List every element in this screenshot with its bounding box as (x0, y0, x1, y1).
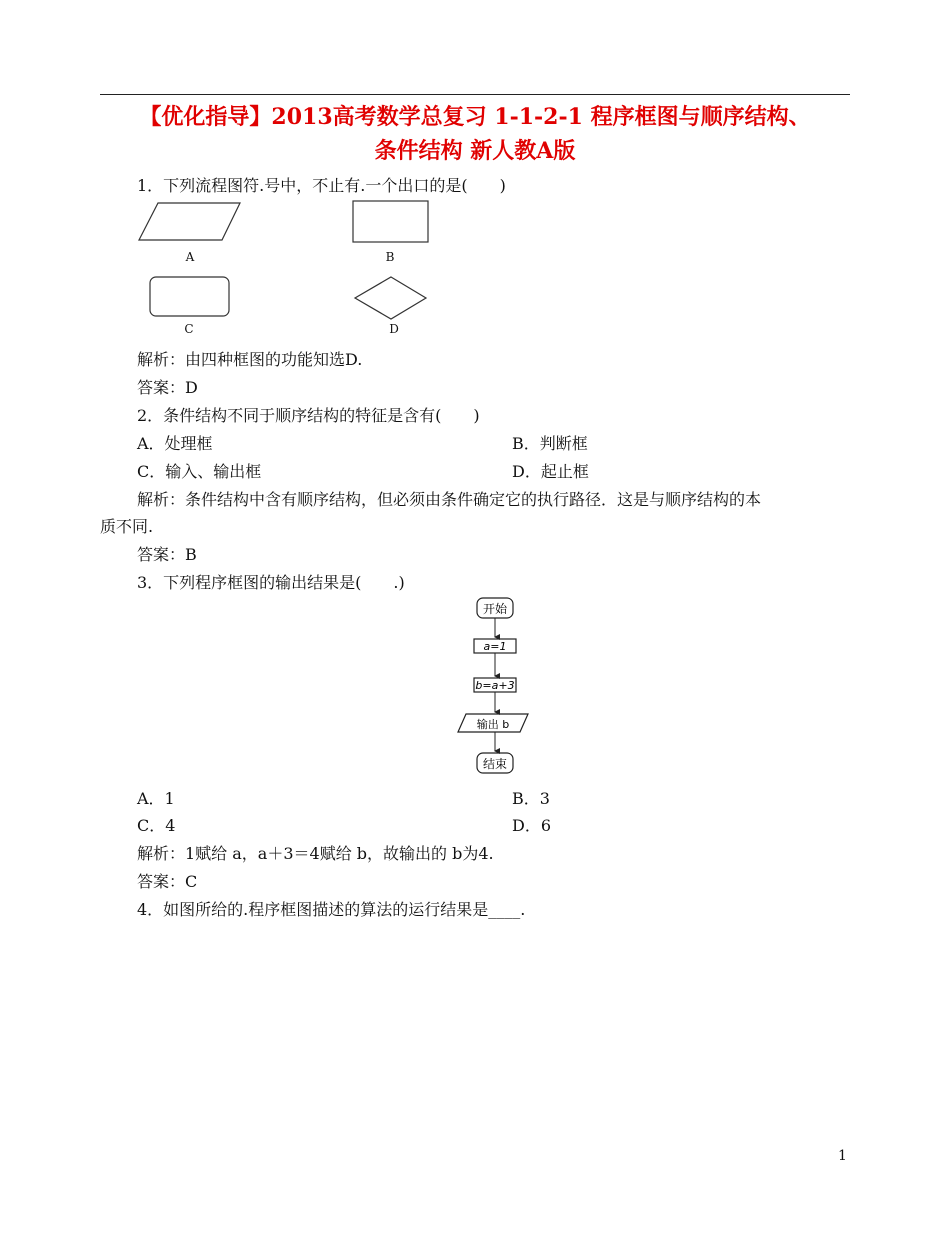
flow-assign-b-label: b=a+3 (475, 679, 515, 692)
q3-option-c: C．4 (137, 816, 176, 835)
q2-answer: 答案：B (137, 545, 197, 564)
rectangle-shape (350, 198, 432, 246)
doc-title-line1: 【优化指导】2013高考数学总复习 1-1-2-1 程序框图与顺序结构、 (139, 104, 811, 130)
parallelogram-shape (136, 198, 246, 246)
diamond-shape (352, 274, 430, 322)
q2-analysis-line1: 解析：条件结构中含有顺序结构，但必须由条件确定它的执行路径．这是与顺序结构的本 (137, 490, 762, 509)
q4-stem: 4．如图所给的.程序框图描述的算法的运行结果是____. (137, 900, 526, 919)
q1-stem: 1．下列流程图符.号中，不止有.一个出口的是( ) (137, 176, 506, 195)
flow-end-label: 结束 (482, 757, 508, 771)
page-number: 1 (838, 1148, 847, 1164)
q3-option-d: D．6 (512, 816, 552, 835)
q3-analysis: 解析：1赋给 a，a＋3＝4赋给 b，故输出的 b为4. (137, 844, 494, 863)
q2-stem: 2．条件结构不同于顺序结构的特征是含有( ) (137, 406, 480, 425)
q1-analysis: 解析：由四种框图的功能知选D. (137, 350, 363, 369)
flow-output-label: 输出 b (476, 718, 510, 731)
q3-stem: 3．下列程序框图的输出结果是( .) (137, 573, 405, 592)
q1-label-d: D (389, 322, 399, 336)
q2-option-a: A．处理框 (137, 434, 213, 453)
q3-option-b: B．3 (512, 789, 550, 808)
doc-title-line2: 条件结构 新人教A版 (374, 138, 576, 164)
q1-label-b: B (385, 250, 395, 264)
rounded-rectangle-shape (147, 274, 233, 320)
q2-option-d: D．起止框 (512, 462, 589, 481)
q3-answer: 答案：C (137, 872, 198, 891)
q2-analysis-line2: 质不同. (100, 517, 154, 536)
q2-option-b: B．判断框 (512, 434, 588, 453)
q1-answer: 答案：D (137, 378, 198, 397)
q2-option-c: C．输入、输出框 (137, 462, 262, 481)
q1-label-c: C (184, 322, 194, 336)
header-rule (100, 94, 850, 95)
q3-flowchart (450, 592, 540, 778)
flow-assign-a-label: a=1 (483, 640, 507, 653)
q1-label-a: A (185, 250, 195, 264)
flow-start-label: 开始 (482, 602, 508, 616)
q3-option-a: A．1 (137, 789, 175, 808)
